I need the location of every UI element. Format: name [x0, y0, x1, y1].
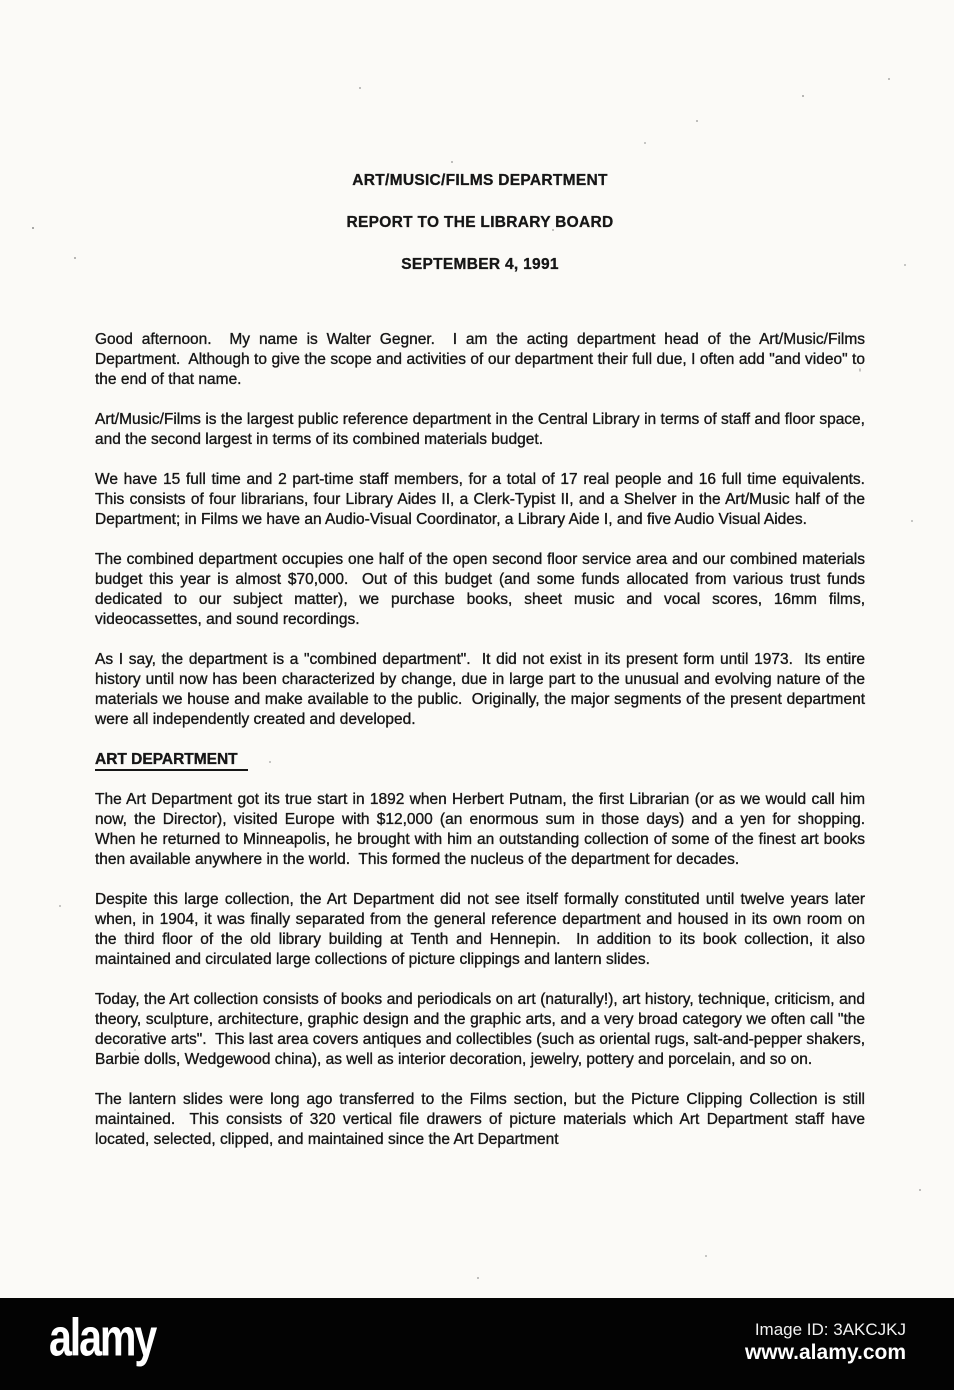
alamy-website-url: www.alamy.com [744, 1341, 906, 1364]
intro-paragraph-3: We have 15 full time and 2 part-time staff members, for a total of 17 real people and 16 full time equivalents. This consists of four librarians, four Library Aides II, a Clerk-Typist II, and a Shelver in the Art/Music half of the Department; in Films we have an Audio-Visual Coordinator, a Library Aide I, and five Audio Visual Aides. [95, 471, 874, 528]
art-paragraph-2: Despite this large collection, the Art Department did not see itself formally constituted until twelve years later when, in 1904, it was finally separated from the general reference department and housed in its own room on the third floor of the old library building at Tenth and Hennepin. In addition to its book collection, it also maintained and circulated large collections of picture clippings and lantern slides. [95, 891, 870, 968]
alamy-watermark-bar [0, 1298, 954, 1390]
document-title-line-3: SEPTEMBER 4, 1991 [401, 256, 559, 273]
intro-paragraph-2: Art/Music/Films is the largest public reference department in the Central Library in terms of staff and floor space, and the second largest in terms of its combined materials budget. [95, 411, 870, 448]
watermark-info [745, 1320, 906, 1366]
section-heading-text: ART DEPARTMENT [95, 751, 248, 771]
art-paragraph-1: The Art Department got its true start in 1892 when Herbert Putnam, the first Librarian (or as we would call him now, the Director), visited Europe with $12,000 (an enormous sum in those days) and a yen for shopping. When he returned to Minneapolis, he brought with him an outstanding collection of some of the finest art books then available anywhere in the world. This formed the nucleus of the department for decades. [95, 791, 874, 868]
section-heading-art-department [95, 750, 865, 770]
scanned-document-page [95, 0, 874, 1170]
intro-paragraph-5: As I say, the department is a "combined department". It did not exist in its present form until 1973. Its entire history until now has been characterized by change, due in large part to the unusual and evolving nature of the materials we house and make available to the public. Originally, the major segments of the present department were all independently created and developed. [95, 651, 870, 728]
intro-paragraph-4: The combined department occupies one half of the open second floor service area and our combined materials budget this year is almost $70,000. Out of this budget (and some funds allocated from various trust funds dedicated to our subject matter), we purchase books, sheet music and vocal scores, 16mm films, videocassettes, and sound recordings. [95, 551, 870, 628]
art-paragraph-4: The lantern slides were long ago transferred to the Films section, but the Picture Clipping Collection is still maintained. This consists of 320 vertical file drawers of picture materials which Art Department staff have located, selected, clipped, and maintained since the Art Department [95, 1091, 870, 1148]
art-paragraph-3: Today, the Art collection consists of books and periodicals on art (naturally!), art history, technique, criticism, and theory, sculpture, architecture, graphic design and the graphic arts, and a very broad category we often call "the decorative arts". This last area covers antiques and collectibles (such as oriental rugs, salt-and-pepper shakers, Barbie dolls, Wedgewood china), as well as interior decoration, jewelry, pottery and porcelain, and so on. [95, 991, 870, 1068]
document-header [95, 0, 865, 298]
document-title-line-1: ART/MUSIC/FILMS DEPARTMENT [352, 172, 608, 189]
document-title-line-2: REPORT TO THE LIBRARY BOARD [346, 214, 614, 231]
alamy-logo: alamy [49, 1308, 156, 1368]
intro-paragraph-1: Good afternoon. My name is Walter Gegner. I am the acting department head of the Art/Music/Films Department. Although to give the scope and activities of our department their full due, I often add "and video" to the end of that name. [95, 331, 870, 388]
document-body [95, 298, 874, 1150]
image-id-label: Image ID: 3AKCJKJ [754, 1320, 906, 1339]
